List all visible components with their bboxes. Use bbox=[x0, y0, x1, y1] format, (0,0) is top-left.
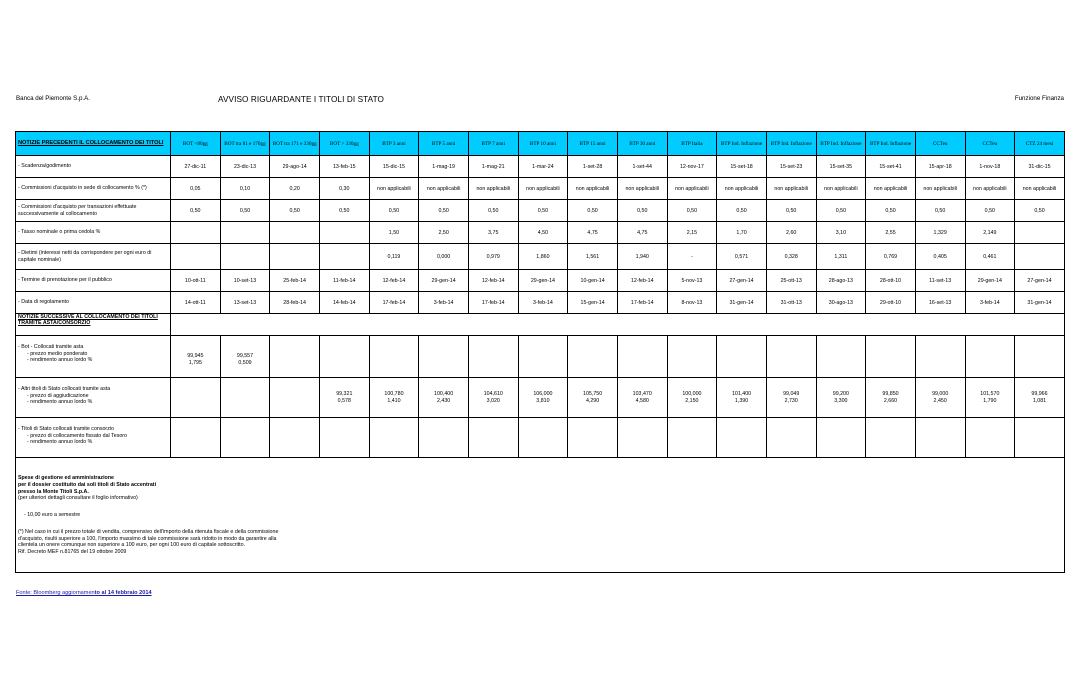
table-cell: non applicabili bbox=[816, 178, 866, 200]
cell-value: 1,795 bbox=[188, 359, 202, 366]
table-cell bbox=[1015, 244, 1065, 270]
table-cell bbox=[171, 378, 221, 418]
table-cell: 1,561 bbox=[568, 244, 618, 270]
column-header: BTP 10 anni bbox=[518, 132, 568, 156]
table-cell bbox=[270, 336, 320, 378]
table-cell: 0,50 bbox=[171, 200, 221, 222]
table-cell: 25-feb-14 bbox=[270, 270, 320, 292]
table-cell bbox=[617, 418, 667, 458]
table-cell bbox=[766, 378, 816, 418]
table-cell bbox=[319, 418, 369, 458]
source-date: to al 14 febbraio 2014 bbox=[94, 590, 152, 596]
table-cell: 30-ago-13 bbox=[816, 292, 866, 314]
table-cell: 14-feb-14 bbox=[319, 292, 369, 314]
table-cell: 0,50 bbox=[568, 200, 618, 222]
table-cell: 0,769 bbox=[866, 244, 916, 270]
table-cell: 0,405 bbox=[915, 244, 965, 270]
column-header: BTP Ind. Inflazione bbox=[717, 132, 767, 156]
table-cell: 14-ott-11 bbox=[171, 292, 221, 314]
row-label: - Termine di prenotazione per il pubblico bbox=[16, 270, 171, 292]
table-cell bbox=[667, 336, 717, 378]
table-cell: 0,50 bbox=[270, 200, 320, 222]
table-cell: 15-set-41 bbox=[866, 156, 916, 178]
table-cell: 12-nov-17 bbox=[667, 156, 717, 178]
table-cell: 17-feb-14 bbox=[468, 292, 518, 314]
table-cell: non applicabili bbox=[1015, 178, 1065, 200]
table-cell: 4,75 bbox=[617, 222, 667, 244]
table-cell bbox=[1015, 222, 1065, 244]
cell-value: 2,150 bbox=[685, 397, 699, 404]
table-cell: 31-ott-13 bbox=[766, 292, 816, 314]
cell-value: 1,390 bbox=[734, 397, 749, 404]
cell-value: 2,430 bbox=[436, 397, 451, 404]
table-cell: 12-feb-14 bbox=[468, 270, 518, 292]
table-cell: 8-nov-13 bbox=[667, 292, 717, 314]
column-header: BTP Ind. Inflazione bbox=[766, 132, 816, 156]
table-cell bbox=[468, 418, 518, 458]
table-cell: 0,50 bbox=[369, 200, 419, 222]
table-cell bbox=[766, 418, 816, 458]
notes-spacer bbox=[18, 502, 1062, 512]
table-cell: 15-apr-18 bbox=[915, 156, 965, 178]
notes-spacer bbox=[18, 519, 1062, 529]
notes-line: (per ulteriori dettagli consultare il foglio informativo) bbox=[18, 495, 138, 502]
table-cell bbox=[568, 378, 618, 418]
table-cell bbox=[866, 378, 916, 418]
cell-value: 2,450 bbox=[933, 397, 947, 404]
notes-cell bbox=[16, 458, 1065, 573]
table-cell bbox=[915, 378, 965, 418]
cell-value: 100,780 bbox=[384, 391, 404, 397]
row-label: - Scadenza/godimento bbox=[16, 156, 171, 178]
table-cell: 1-mag-21 bbox=[468, 156, 518, 178]
table-cell bbox=[171, 336, 221, 378]
table-cell: - bbox=[667, 244, 717, 270]
table-cell: 17-feb-14 bbox=[617, 292, 667, 314]
column-header: BOT <80gg bbox=[171, 132, 221, 156]
column-header: BTP 15 anni bbox=[568, 132, 618, 156]
row-label: - Tasso nominale o prima cedola % bbox=[16, 222, 171, 244]
table-cell bbox=[171, 418, 221, 458]
table-cell: non applicabili bbox=[915, 178, 965, 200]
column-header: BTP 7 anni bbox=[468, 132, 518, 156]
table-cell: 1-mag-19 bbox=[419, 156, 469, 178]
notes-line: per il dossier costituito dai soli titoli di Stato accentrati bbox=[18, 481, 157, 488]
table-cell bbox=[419, 378, 469, 418]
cell-value: 99,200 bbox=[832, 391, 849, 397]
table-cell: 10-gen-14 bbox=[568, 270, 618, 292]
table-cell: 2,15 bbox=[667, 222, 717, 244]
cell-value: 99,945 bbox=[187, 353, 204, 359]
table-cell: 0,328 bbox=[766, 244, 816, 270]
row-label-line: - Titoli di Stato collocati tramite consorzio bbox=[18, 426, 114, 432]
table-cell bbox=[617, 378, 667, 418]
table-cell bbox=[419, 336, 469, 378]
table-cell: 10-ott-11 bbox=[171, 270, 221, 292]
table-cell: 29-gen-14 bbox=[419, 270, 469, 292]
table-cell: 11-feb-14 bbox=[319, 270, 369, 292]
row-label-line: - prezzo di aggiudicazione bbox=[27, 392, 89, 399]
table-cell bbox=[270, 222, 320, 244]
row-label bbox=[16, 378, 171, 418]
cell-value: 0,509 bbox=[238, 359, 252, 366]
cell-value: 3,810 bbox=[536, 397, 550, 404]
table-cell: 13-set-13 bbox=[220, 292, 270, 314]
table-cell: 15-set-35 bbox=[816, 156, 866, 178]
table-cell: 1-set-44 bbox=[617, 156, 667, 178]
table-cell bbox=[717, 418, 767, 458]
column-header: CCTeu bbox=[965, 132, 1015, 156]
notes-line: - 10,00 euro a semestre bbox=[24, 512, 81, 519]
table-cell: 25-ott-13 bbox=[766, 270, 816, 292]
table-cell bbox=[518, 336, 568, 378]
table-cell: 23-dic-13 bbox=[220, 156, 270, 178]
cell-value: 4,580 bbox=[635, 397, 649, 404]
table-cell: 27-gen-14 bbox=[717, 270, 767, 292]
table-cell: 0,50 bbox=[1015, 200, 1065, 222]
row-label bbox=[16, 418, 171, 458]
table-cell bbox=[915, 418, 965, 458]
row-label: - Dietimi (interessi netti da corrispondere per ogni euro di capitale nominale) bbox=[16, 244, 171, 270]
table-cell: 16-set-13 bbox=[915, 292, 965, 314]
table-cell: 3-feb-14 bbox=[518, 292, 568, 314]
cell-value: 105,750 bbox=[583, 391, 603, 397]
table-cell bbox=[816, 336, 866, 378]
cell-value: 3,300 bbox=[834, 397, 848, 404]
table-cell: 0,50 bbox=[220, 200, 270, 222]
table-cell: 15-set-18 bbox=[717, 156, 767, 178]
table-cell bbox=[319, 378, 369, 418]
table-cell: 0,979 bbox=[468, 244, 518, 270]
table-cell: 0,50 bbox=[518, 200, 568, 222]
table-cell: 3,10 bbox=[816, 222, 866, 244]
table-cell: 0,20 bbox=[270, 178, 320, 200]
table-cell: 2,149 bbox=[965, 222, 1015, 244]
table-cell bbox=[220, 222, 270, 244]
cell-value: 2,660 bbox=[883, 397, 898, 404]
cell-value: 101,400 bbox=[731, 391, 752, 397]
table-cell: 5-nov-13 bbox=[667, 270, 717, 292]
table-cell bbox=[568, 336, 618, 378]
notes-line: d'acquisto, risulti superiore a 100, l'importo massimo di tale commissione sarà ridotto in modo da garantire alla bbox=[18, 535, 277, 542]
table-cell: 0,50 bbox=[667, 200, 717, 222]
cell-value: 100,400 bbox=[434, 391, 454, 397]
column-header: CCTeu bbox=[915, 132, 965, 156]
table-cell bbox=[270, 244, 320, 270]
table-cell: 1-nov-18 bbox=[965, 156, 1015, 178]
table-cell bbox=[220, 418, 270, 458]
table-cell: 0,50 bbox=[419, 200, 469, 222]
table-cell: 3-feb-14 bbox=[965, 292, 1015, 314]
table-cell: non applicabili bbox=[717, 178, 767, 200]
notes-line: presso la Monte Titoli S.p.A. bbox=[18, 488, 89, 495]
cell-value: 4,290 bbox=[585, 397, 600, 404]
table-cell: 0,119 bbox=[369, 244, 419, 270]
cell-value: 3,020 bbox=[486, 397, 500, 404]
table-cell: 0,461 bbox=[965, 244, 1015, 270]
table-cell bbox=[915, 336, 965, 378]
column-header: BTP 3 anni bbox=[369, 132, 419, 156]
table-cell bbox=[419, 418, 469, 458]
table-cell bbox=[866, 336, 916, 378]
table-cell: 0,50 bbox=[617, 200, 667, 222]
cell-value: 99,000 bbox=[932, 391, 949, 397]
column-header: BOT tra 171 e 330gg bbox=[270, 132, 320, 156]
section-header-row bbox=[16, 314, 1065, 336]
table-row bbox=[16, 200, 1065, 222]
table-cell: 4,50 bbox=[518, 222, 568, 244]
row-label-line: - Bot - Collocati tramite asta bbox=[18, 344, 84, 350]
page-title: AVVISO RIGUARDANTE I TITOLI DI STATO bbox=[218, 95, 385, 104]
row-label-line: - prezzo medio ponderato bbox=[27, 350, 88, 357]
cell-value: 99,321 bbox=[336, 391, 353, 397]
table-cell: 28-ott-10 bbox=[866, 270, 916, 292]
table-cell bbox=[468, 378, 518, 418]
column-header: CTZ 24 mesi bbox=[1015, 132, 1065, 156]
cell-value: 101,570 bbox=[980, 391, 1000, 397]
table-cell: non applicabili bbox=[518, 178, 568, 200]
column-header: BTP Ind. Inflazione bbox=[866, 132, 916, 156]
column-header: BTP 5 anni bbox=[419, 132, 469, 156]
row-label-line: - Altri titoli di Stato collocati tramite asta bbox=[18, 386, 111, 392]
source-prefix: Fonte: Bloomberg aggiornamen bbox=[16, 590, 95, 596]
row-label bbox=[16, 336, 171, 378]
table-cell bbox=[220, 336, 270, 378]
table-cell: 2,60 bbox=[766, 222, 816, 244]
table-cell: 2,55 bbox=[866, 222, 916, 244]
table-cell: 0,50 bbox=[319, 200, 369, 222]
table-row bbox=[16, 178, 1065, 200]
table-cell: 1,940 bbox=[617, 244, 667, 270]
column-header-row bbox=[16, 132, 1065, 156]
table-cell: non applicabili bbox=[617, 178, 667, 200]
table-cell: 1,50 bbox=[369, 222, 419, 244]
table-row bbox=[16, 156, 1065, 178]
table-cell: 0,50 bbox=[915, 200, 965, 222]
table-cell: 31-dic-15 bbox=[1015, 156, 1065, 178]
table-cell: 2,50 bbox=[419, 222, 469, 244]
table-cell bbox=[369, 418, 419, 458]
notes-line: Spese di gestione ed amministrazione bbox=[18, 475, 114, 481]
table-cell: 15-gen-14 bbox=[568, 292, 618, 314]
cell-value: 99,557 bbox=[236, 353, 254, 359]
table-cell: 11-set-13 bbox=[915, 270, 965, 292]
table-cell: 0,50 bbox=[468, 200, 518, 222]
table-cell bbox=[468, 336, 518, 378]
table-cell: non applicabili bbox=[866, 178, 916, 200]
table-cell: 29-ott-10 bbox=[866, 292, 916, 314]
table-row bbox=[16, 378, 1065, 418]
table-row bbox=[16, 418, 1065, 458]
cell-value: 1,410 bbox=[387, 397, 401, 404]
table-cell: 12-feb-14 bbox=[617, 270, 667, 292]
bank-name: Banca del Piemonte S.p.A. bbox=[16, 95, 90, 102]
section-spacer bbox=[171, 314, 1065, 336]
table-row bbox=[16, 270, 1065, 292]
table-cell: 1,311 bbox=[816, 244, 866, 270]
cell-value: 1,081 bbox=[1032, 397, 1047, 404]
table-cell bbox=[270, 378, 320, 418]
table-cell: 0,50 bbox=[965, 200, 1015, 222]
table-cell bbox=[369, 378, 419, 418]
table-cell bbox=[816, 418, 866, 458]
table-cell: 4,75 bbox=[568, 222, 618, 244]
table-cell bbox=[518, 378, 568, 418]
department-name: Funzione Finanza bbox=[1014, 95, 1064, 102]
notes-row bbox=[16, 458, 1065, 573]
table-cell: 17-feb-14 bbox=[369, 292, 419, 314]
table-cell: non applicabili bbox=[468, 178, 518, 200]
cell-value: 103,470 bbox=[632, 391, 652, 397]
row-label-line: - rendimento annuo lordo % bbox=[27, 439, 93, 446]
notes-line: clientela un onere comunque non superiore a 100 euro, per ogni 100 euro di capitale sottoscritto. bbox=[18, 542, 246, 549]
table-cell: 1,860 bbox=[518, 244, 568, 270]
table-cell: 29-gen-14 bbox=[965, 270, 1015, 292]
notes-line: (*) Nel caso in cui il prezzo totale di vendita, comprensivo dell'importo della ritenuta fiscale e della commissione bbox=[18, 528, 279, 535]
table-cell: 0,50 bbox=[717, 200, 767, 222]
table-row bbox=[16, 222, 1065, 244]
table-cell bbox=[667, 378, 717, 418]
corner-label: NOTIZIE PRECEDENTI IL COLLOCAMENTO DEI TITOLI bbox=[16, 132, 171, 156]
table-cell bbox=[171, 244, 221, 270]
row-label: - Data di regolamento bbox=[16, 292, 171, 314]
column-header: BTP Italia bbox=[667, 132, 717, 156]
table-cell bbox=[965, 418, 1015, 458]
cell-value: 99,850 bbox=[882, 391, 899, 397]
table-cell bbox=[220, 244, 270, 270]
table-cell: 31-gen-14 bbox=[717, 292, 767, 314]
cell-value: 106,000 bbox=[533, 391, 553, 397]
table-cell bbox=[319, 244, 369, 270]
table-cell bbox=[617, 336, 667, 378]
table-cell: 3,75 bbox=[468, 222, 518, 244]
bond-table bbox=[15, 131, 1065, 573]
table-cell bbox=[1015, 336, 1065, 378]
table-cell: 0,30 bbox=[319, 178, 369, 200]
table-cell: non applicabili bbox=[667, 178, 717, 200]
table-cell: 27-dic-11 bbox=[171, 156, 221, 178]
table-cell: 28-ago-13 bbox=[816, 270, 866, 292]
column-header: BTP 30 anni bbox=[617, 132, 667, 156]
row-label: - Commissioni d'acquisto in sede di collocamento % (*) bbox=[16, 178, 171, 200]
table-row bbox=[16, 336, 1065, 378]
cell-value: 104,610 bbox=[483, 391, 503, 397]
row-label-line: - rendimento annuo lordo % bbox=[27, 357, 93, 364]
column-header: BTP Ind. Inflazione bbox=[816, 132, 866, 156]
table-cell: 27-gen-14 bbox=[1015, 270, 1065, 292]
column-header: BOT > 330gg bbox=[319, 132, 369, 156]
table-cell: 0,571 bbox=[717, 244, 767, 270]
table-cell: 0,10 bbox=[220, 178, 270, 200]
table-cell: 31-gen-14 bbox=[1015, 292, 1065, 314]
table-cell bbox=[717, 378, 767, 418]
table-cell bbox=[171, 222, 221, 244]
table-cell: non applicabili bbox=[568, 178, 618, 200]
table-cell: 1,329 bbox=[915, 222, 965, 244]
cell-value: 0,578 bbox=[337, 397, 351, 404]
table-cell: non applicabili bbox=[766, 178, 816, 200]
table-cell: non applicabili bbox=[419, 178, 469, 200]
table-cell bbox=[319, 336, 369, 378]
cell-value: 2,730 bbox=[784, 397, 798, 404]
table-cell: 1,70 bbox=[717, 222, 767, 244]
table-cell bbox=[568, 418, 618, 458]
row-label-line: - rendimento annuo lordo % bbox=[27, 399, 93, 406]
notes-line: Rif. Decreto MEF n.81765 del 19 ottobre 2009 bbox=[18, 549, 127, 556]
table-cell bbox=[369, 336, 419, 378]
table-cell: 1-set-28 bbox=[568, 156, 618, 178]
table-cell bbox=[270, 418, 320, 458]
table-cell bbox=[717, 336, 767, 378]
table-cell bbox=[667, 418, 717, 458]
table-cell bbox=[1015, 378, 1065, 418]
row-label: - Commissioni d'acquisto per transazioni effettuate successivamente al collocamento bbox=[16, 200, 171, 222]
cell-value: 100,000 bbox=[682, 391, 702, 397]
table-cell: 29-ago-14 bbox=[270, 156, 320, 178]
source-note[interactable] bbox=[16, 590, 152, 596]
table-cell bbox=[518, 418, 568, 458]
table-cell: 0,50 bbox=[816, 200, 866, 222]
table-cell: 15-set-23 bbox=[766, 156, 816, 178]
table-cell: 15-dic-15 bbox=[369, 156, 419, 178]
table-cell: 10-set-13 bbox=[220, 270, 270, 292]
table-cell bbox=[1015, 418, 1065, 458]
table-cell: 12-feb-14 bbox=[369, 270, 419, 292]
section-label: NOTIZIE SUCCESSIVE AL COLLOCAMENTO DEI TITOLI TRAMITE ASTA/CONSORZIO bbox=[16, 314, 171, 336]
table-cell bbox=[816, 378, 866, 418]
table-cell bbox=[965, 336, 1015, 378]
table-cell bbox=[220, 378, 270, 418]
table-row bbox=[16, 292, 1065, 314]
table-cell: 29-gen-14 bbox=[518, 270, 568, 292]
table-cell: 0,05 bbox=[171, 178, 221, 200]
table-cell: 0,000 bbox=[419, 244, 469, 270]
table-cell: 0,50 bbox=[766, 200, 816, 222]
table-cell: 13-feb-15 bbox=[319, 156, 369, 178]
cell-value: 1,790 bbox=[983, 397, 997, 404]
table-cell bbox=[866, 418, 916, 458]
table-cell: 0,50 bbox=[866, 200, 916, 222]
table-cell: non applicabili bbox=[965, 178, 1015, 200]
row-label-line: - prezzo di collocamento fissato dal Tesoro bbox=[27, 432, 128, 439]
table-cell: 3-feb-14 bbox=[419, 292, 469, 314]
table-cell bbox=[766, 336, 816, 378]
notes-spacer bbox=[18, 461, 1062, 475]
table-cell: non applicabili bbox=[369, 178, 419, 200]
cell-value: 99,049 bbox=[783, 391, 800, 397]
table-row bbox=[16, 244, 1065, 270]
table-cell: 28-feb-14 bbox=[270, 292, 320, 314]
column-header: BOT tra 81 e 170gg bbox=[220, 132, 270, 156]
table-cell bbox=[965, 378, 1015, 418]
cell-value: 99,966 bbox=[1031, 391, 1048, 397]
table-cell bbox=[319, 222, 369, 244]
table-cell: 1-mar-24 bbox=[518, 156, 568, 178]
